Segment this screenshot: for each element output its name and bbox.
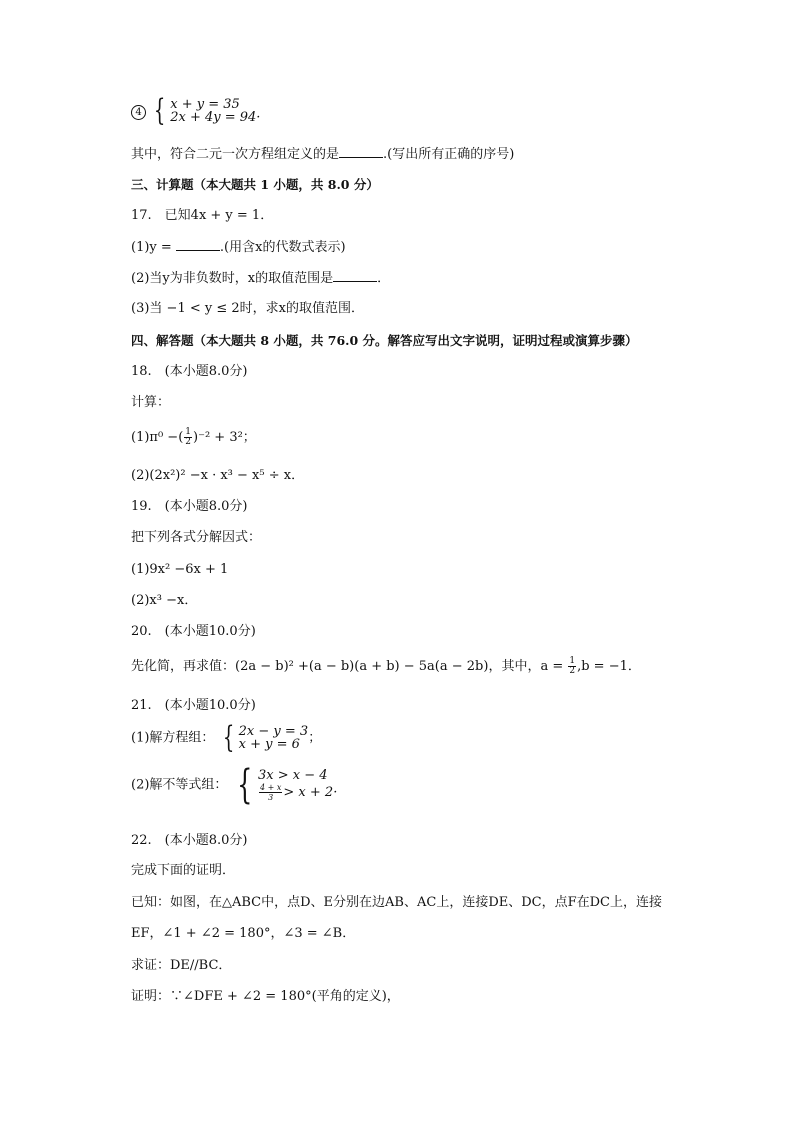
fraction: $\frac{1}{2}$ <box>569 656 576 676</box>
answer-blank[interactable] <box>176 238 220 251</box>
brace-icon: { <box>236 762 252 808</box>
equation-system <box>219 720 309 755</box>
q19-instruction: 把下列各式分解因式： <box>131 530 262 545</box>
q22-line4: 求证：DE//BC． <box>131 958 232 973</box>
section-4-heading: 四、解答题（本大题共 8 小题，共 76.0 分。解答应写出文字说明，证明过程或演算步骤） <box>131 333 638 348</box>
q21-part1: (1)解方程组： { 2x − y = 3 x + y = 6 ； <box>131 720 322 755</box>
q21-part2: (2)解不等式组： { 3x > x − 4 $\frac{4 + x}{3}$ > x + 2· <box>131 762 338 808</box>
q18-part2: (2)(2x²)² −x · x³ − x⁵ ÷ x． <box>131 468 305 483</box>
q16-answer-line: 其中，符合二元一次方程组定义的是 .(写出所有正确的序号) <box>131 147 515 162</box>
fraction: $\frac{1}{2}$ <box>185 427 192 447</box>
q20-header: 20. (本小题10.0分) <box>131 624 256 639</box>
q16-item4 <box>131 93 261 128</box>
q20-text: 先化简，再求值：(2a − b)² +(a − b)(a + b) − 5a(a − 2b)，其中，a = $\frac{1}{2}$ ,b = −1． <box>131 656 641 676</box>
q18-instruction: 计算： <box>131 395 171 410</box>
q18-header: 18. (本小题8.0分) <box>131 364 248 379</box>
q17-part2: (2)当y为非负数时，x的取值范围是 ． <box>131 271 391 286</box>
circled-number-4: 4 <box>131 105 146 120</box>
equation-1: x + y = 35 <box>170 97 240 112</box>
q18-part1: (1)π⁰ −( $\frac{1}{2}$ )⁻² + 3²； <box>131 427 256 447</box>
q19-part1: (1)9x² −6x + 1 <box>131 562 229 577</box>
q22-line2: 已知：如图，在△ABC中，点D、E分别在边AB、AC上，连接DE、DC，点F在DC上，连接 <box>131 895 662 910</box>
inequality-1: 3x > x − 4 <box>258 768 328 783</box>
q22-line1: 完成下面的证明． <box>131 863 236 878</box>
equation-system <box>150 93 261 128</box>
q17-part1: (1)y = .(用含x的代数式表示) <box>131 240 346 255</box>
q22-line3: EF，∠1 + ∠2 = 180°，∠3 = ∠B． <box>131 926 356 941</box>
fraction: $\frac{4 + x}{3}$ <box>260 783 282 802</box>
equation-1: 2x − y = 3 <box>238 724 309 739</box>
q22-header: 22. (本小题8.0分) <box>131 833 248 848</box>
q19-part2: (2)x³ −x． <box>131 593 198 608</box>
brace-icon: { <box>222 720 234 755</box>
answer-blank[interactable] <box>333 269 377 282</box>
equation-2: 2x + 4y = 94· <box>170 110 261 125</box>
q17-stem: 17. 已知4x + y = 1． <box>131 208 274 223</box>
q19-header: 19. (本小题8.0分) <box>131 499 248 514</box>
q22-line5: 证明：∵∠DFE + ∠2 = 180°(平角的定义)， <box>131 989 400 1004</box>
q21-header: 21. (本小题10.0分) <box>131 698 256 713</box>
answer-blank[interactable] <box>339 145 383 158</box>
section-3-heading: 三、计算题（本大题共 1 小题，共 8.0 分） <box>131 177 379 192</box>
q17-part3: (3)当 −1 < y ≤ 2时，求x的取值范围． <box>131 301 364 316</box>
brace-icon: { <box>153 93 166 128</box>
inequality-2: $\frac{4 + x}{3}$ > x + 2· <box>260 783 338 802</box>
equation-2: x + y = 6 <box>238 737 300 752</box>
